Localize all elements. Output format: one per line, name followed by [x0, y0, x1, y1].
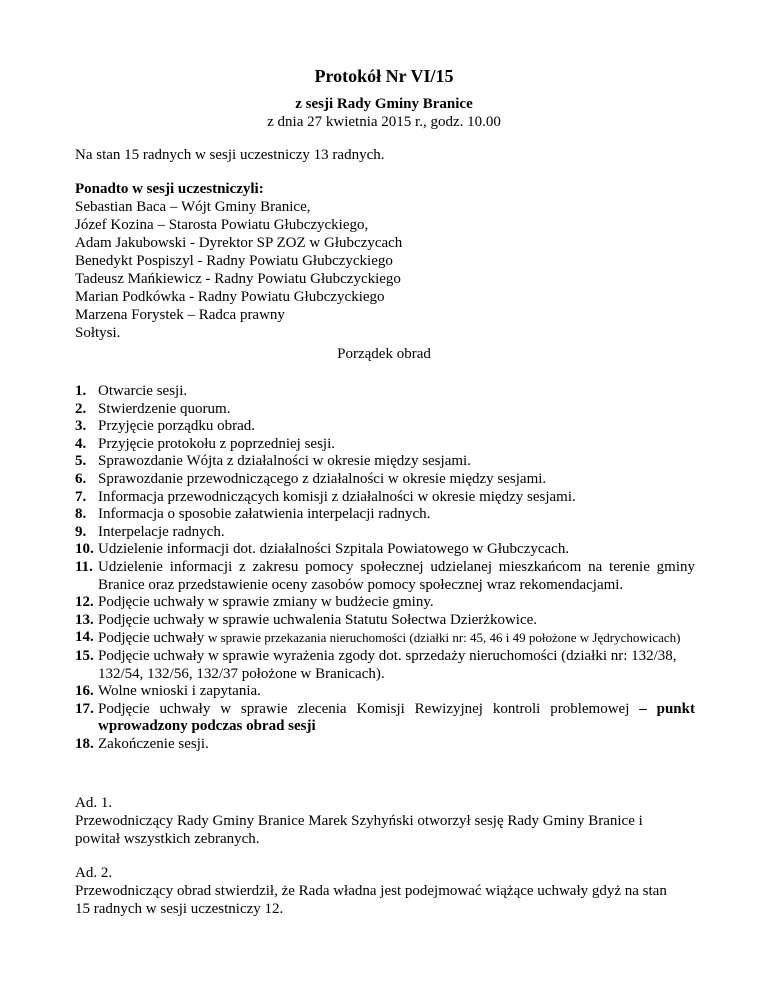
- agenda-item-text: Udzielenie informacji dot. działalności Szpitala Powiatowego w Głubczycach.: [98, 541, 570, 558]
- agenda-item-number: 15.: [75, 647, 94, 664]
- section-heading: Ad. 1.: [75, 795, 113, 811]
- session-subtitle: z sesji Rady Gminy Branice: [295, 96, 473, 112]
- agenda-item: [75, 541, 695, 559]
- agenda-item-text: Podjęcie uchwały w sprawie zlecenia Komisji Rewizyjnej kontroli problemowej: [98, 700, 640, 717]
- guest-item: Marzena Forystek – Radca prawny: [75, 307, 285, 323]
- agenda-item-number: 10.: [75, 541, 94, 558]
- guest-item: Sołtysi.: [75, 325, 121, 341]
- agenda-item: [75, 524, 695, 542]
- agenda-item-number: 7.: [75, 488, 87, 505]
- guest-item: Benedykt Pospiszyl - Radny Powiatu Głubczyckiego: [75, 253, 393, 269]
- guest-item: Tadeusz Mańkiewicz - Radny Powiatu Głubczyckiego: [75, 271, 401, 287]
- agenda-item-text: Informacja o sposobie załatwienia interpelacji radnych.: [98, 506, 431, 523]
- agenda-item-text: Otwarcie sesji.: [98, 383, 188, 399]
- agenda-item: [75, 436, 695, 454]
- agenda-list: [75, 383, 695, 753]
- agenda-item-text: Udzielenie informacji z zakresu pomocy społecznej udzielanej mieszkańcom na terenie gminy Branice oraz przedstawienie oceny zasobów pomocy społecznej wraz rekomendacjami.: [98, 558, 695, 593]
- agenda-item-number: 3.: [75, 418, 87, 435]
- agenda-item-number: 14.: [75, 629, 94, 646]
- attendance-note: Na stan 15 radnych w sesji uczestniczy 13 radnych.: [75, 147, 385, 163]
- agenda-item-number: 18.: [75, 735, 94, 752]
- agenda-item-number: 12.: [75, 594, 94, 611]
- section-text: Przewodniczący obrad stwierdził, że Rada władna jest podejmować wiążące uchwały gdyż na stan: [75, 883, 667, 899]
- agenda-heading: Porządek obrad: [337, 346, 431, 362]
- agenda-item: [75, 418, 695, 436]
- agenda-item-text: Podjęcie uchwały: [98, 630, 208, 647]
- section-text: Przewodniczący Rady Gminy Branice Marek Szyhyński otworzył sesję Rady Gminy Branice i: [75, 813, 643, 829]
- agenda-item: [75, 594, 695, 612]
- agenda-item-number: 1.: [75, 383, 87, 399]
- agenda-item-number: 2.: [75, 400, 87, 417]
- agenda-item-number: 6.: [75, 470, 87, 487]
- agenda-item-text-small: w sprawie przekazania nieruchomości (działki nr: 45, 46 i 49 położone w Jędrychowicach): [207, 630, 681, 646]
- agenda-item: [75, 471, 695, 489]
- agenda-item-text: Zakończenie sesji.: [98, 735, 209, 752]
- agenda-item: [75, 489, 695, 507]
- agenda-item-text: Sprawozdanie przewodniczącego z działalności w okresie między sesjami.: [98, 470, 547, 487]
- guest-item: Adam Jakubowski - Dyrektor SP ZOZ w Głubczycach: [75, 235, 403, 251]
- agenda-item-number: 17.: [75, 700, 94, 717]
- agenda-item: [75, 736, 695, 754]
- agenda-item: [75, 506, 695, 524]
- agenda-item-text: Podjęcie uchwały w sprawie zmiany w budżecie gminy.: [98, 594, 434, 611]
- agenda-item-number: 9.: [75, 523, 87, 540]
- agenda-item-text: Przyjęcie porządku obrad.: [98, 418, 256, 435]
- agenda-item-number: 4.: [75, 435, 87, 452]
- guest-item: Marian Podkówka - Radny Powiatu Głubczyckiego: [75, 289, 385, 305]
- agenda-item: [75, 559, 695, 594]
- section-text: 15 radnych w sesji uczestniczy 12.: [75, 901, 284, 917]
- guest-item: Józef Kozina – Starosta Powiatu Głubczyckiego,: [75, 217, 369, 233]
- section-text: powitał wszystkich zebranych.: [75, 831, 260, 847]
- document-title: Protokół Nr VI/15: [314, 66, 454, 86]
- agenda-item-text: Podjęcie uchwały w sprawie wyrażenia zgody dot. sprzedaży nieruchomości (działki nr: 132/38, 132/54, 132/56, 132/37 położone w Branicach).: [98, 647, 677, 682]
- agenda-item: [75, 683, 695, 701]
- section-heading: Ad. 2.: [75, 865, 113, 881]
- agenda-item-number: 16.: [75, 683, 94, 700]
- agenda-item-text: Informacja przewodniczących komisji z działalności w okresie między sesjami.: [98, 488, 576, 505]
- agenda-item-text: Przyjęcie protokołu z poprzedniej sesji.: [98, 435, 336, 452]
- agenda-item: [75, 701, 695, 736]
- agenda-item-text: Podjęcie uchwały w sprawie uchwalenia Statutu Sołectwa Dzierżkowice.: [98, 611, 538, 628]
- agenda-item-number: 11.: [75, 558, 93, 575]
- agenda-item: [75, 401, 695, 419]
- agenda-item: [75, 612, 695, 630]
- session-date: z dnia 27 kwietnia 2015 r., godz. 10.00: [267, 114, 501, 130]
- agenda-item-number: 5.: [75, 453, 87, 470]
- guest-item: Sebastian Baca – Wójt Gminy Branice,: [75, 199, 311, 215]
- agenda-item-text: Interpelacje radnych.: [98, 523, 225, 540]
- agenda-item-text: Stwierdzenie quorum.: [98, 400, 231, 417]
- agenda-item: [75, 383, 695, 401]
- agenda-item-number: 13.: [75, 611, 94, 628]
- agenda-item-text: Wolne wnioski i zapytania.: [98, 683, 261, 700]
- agenda-item-number: 8.: [75, 506, 87, 523]
- agenda-item: [75, 453, 695, 471]
- agenda-item: [75, 648, 695, 683]
- agenda-item-text-bold: – punkt wprowadzony podczas obrad sesji: [98, 700, 695, 735]
- agenda-item: [75, 629, 695, 648]
- guests-heading: Ponadto w sesji uczestniczyli:: [75, 181, 264, 197]
- agenda-item-text: Sprawozdanie Wójta z działalności w okresie między sesjami.: [98, 453, 471, 470]
